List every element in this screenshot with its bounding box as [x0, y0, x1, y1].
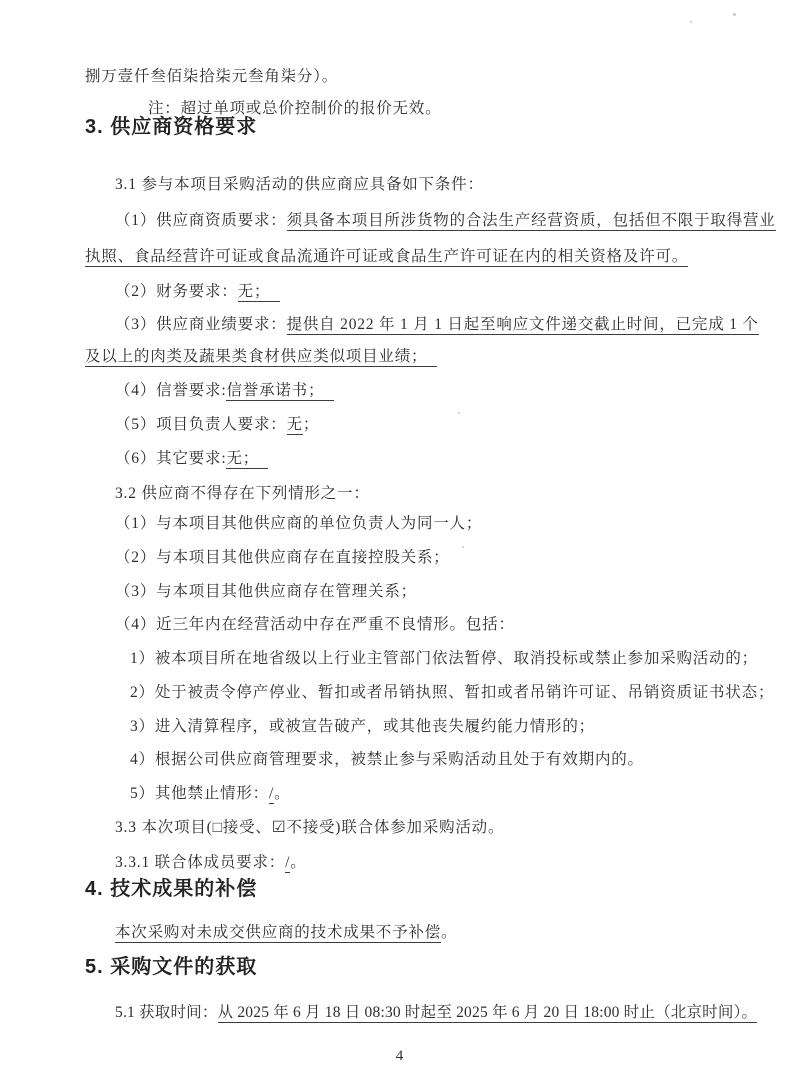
scan-speck	[462, 546, 464, 548]
sub-item-2-text: 2）处于被责令停产停业、暂扣或者吊销执照、暂扣或者吊销许可证、吊销资质证书状态；	[130, 684, 775, 701]
scan-speck	[458, 412, 460, 414]
clause-5-1-label: 5.1 获取时间：	[115, 1004, 218, 1021]
clause-3-2-item-4-sub-2	[130, 682, 774, 704]
section-4-heading	[85, 878, 257, 900]
clause-3-2-item-1	[115, 513, 482, 535]
section-5-heading	[85, 956, 257, 978]
item-4-label: （4）信誉要求:	[115, 382, 227, 399]
sub-item-5-suffix: 。	[274, 785, 291, 802]
section-3-heading	[85, 116, 257, 138]
clause-3-2-item-4-sub-4	[130, 749, 644, 771]
clause-3-2-item-4-sub-3	[130, 716, 595, 738]
note-text: 注：超过单项或总价控制价的报价无效。	[148, 100, 442, 117]
item-5-label: （5）项目负责人要求：	[115, 416, 287, 433]
clause-4-suffix: 。	[441, 924, 458, 941]
sub-item-1-text: 1）被本项目所在地省级以上行业主管部门依法暂停、取消投标或禁止参加采购活动的；	[130, 650, 758, 667]
item-1-underlined-value: 须具备本项目所涉货物的合法生产经营资质，包括但不限于取得营业	[286, 212, 776, 229]
clause-5-1-underlined-value: 从 2025 年 6 月 18 日 08:30 时起至 2025 年 6 月 20 日 18:00 时止（北京时间）。	[217, 1004, 758, 1021]
item-4-underlined-value: 信誉承诺书；	[226, 382, 334, 399]
clause-3-1-item-3	[115, 314, 759, 336]
sub-item-5-underlined-value: /	[268, 785, 275, 802]
item-3-label: （3）供应商业绩要求：	[115, 316, 287, 333]
clause-3-2-item-3	[115, 581, 417, 603]
clause-3-3-1-underlined-value: /	[285, 854, 291, 871]
accept-label: 接受、	[222, 819, 272, 836]
clause-3-1-item-4	[115, 380, 334, 402]
section-4-heading-text: 4. 技术成果的补偿	[85, 878, 258, 900]
clause-3-1-item-3-continuation	[85, 346, 437, 368]
clause-3-1	[115, 174, 484, 196]
clause-4-underlined-text: 本次采购对未成交供应商的技术成果不予补偿	[115, 924, 442, 941]
clause-3-3-1	[115, 852, 307, 874]
clause-5-1	[115, 1002, 757, 1024]
clause-3-1-item-2	[115, 281, 280, 303]
sub-item-5-label: 5）其他禁止情形：	[130, 785, 269, 802]
clause-3-2-item-3-text: （3）与本项目其他供应商存在管理关系；	[115, 583, 417, 600]
clause-3-2-item-2-text: （2）与本项目其他供应商存在直接控股关系；	[115, 549, 450, 566]
checkbox-unchecked-icon: □	[212, 819, 223, 836]
item-1-underlined-continuation: 执照、食品经营许可证或食品流通许可证或食品生产许可证在内的相关资格及许可。	[85, 248, 689, 265]
section-3-heading-text: 3. 供应商资格要求	[85, 116, 258, 138]
scan-speck	[690, 21, 692, 23]
clause-3-3-1-label: 3.3.1 联合体成员要求：	[115, 854, 286, 871]
clause-3-1-item-1-continuation	[85, 246, 688, 268]
item-5-suffix: ；	[302, 416, 320, 433]
not-accept-label: 不接受)联合体参加采购活动。	[286, 819, 505, 836]
item-5-underlined-value: 无	[286, 416, 303, 433]
clause-3-3-prefix: 3.3 本次项目(	[115, 819, 213, 836]
item-6-underlined-value: 无；	[226, 450, 269, 467]
sub-item-4-text: 4）根据公司供应商管理要求，被禁止参与采购活动且处于有效期内的。	[130, 751, 644, 768]
item-2-underlined-value: 无；	[237, 283, 280, 300]
item-3-underlined-continuation: 及以上的肉类及蔬果类食材供应类似项目业绩；	[85, 348, 437, 365]
clause-3-1-item-6	[115, 448, 268, 470]
item-1-label: （1）供应商资质要求：	[115, 212, 287, 229]
section-5-heading-text: 5. 采购文件的获取	[85, 956, 258, 978]
clause-3-2-item-4	[115, 614, 515, 636]
amount-in-words-line	[85, 66, 338, 88]
sub-item-3-text: 3）进入清算程序，或被宣告破产，或其他丧失履约能力情形的；	[130, 718, 595, 735]
clause-3-2-item-2	[115, 547, 450, 569]
amount-in-words-text: 捌万壹仟叁佰柒拾柒元叁角柒分）。	[85, 68, 339, 85]
clause-3-1-item-1	[115, 210, 776, 232]
clause-3-2-item-4-text: （4）近三年内在经营活动中存在严重不良情形。包括：	[115, 616, 515, 633]
clause-4-body	[115, 922, 457, 944]
item-3-underlined-value: 提供自 2022 年 1 月 1 日起至响应文件递交截止时间，已完成 1 个	[286, 316, 759, 333]
checkbox-checked-icon: ☑	[271, 819, 287, 836]
clause-3-2-item-4-sub-1	[130, 648, 758, 670]
clause-3-2-item-1-text: （1）与本项目其他供应商的单位负责人为同一人；	[115, 515, 483, 532]
page-number: 4	[395, 1048, 404, 1064]
scan-speck	[733, 13, 736, 16]
clause-3-2-text: 3.2 供应商不得存在下列情形之一：	[115, 485, 370, 502]
clause-3-1-text: 3.1 参与本项目采购活动的供应商应具备如下条件：	[115, 176, 484, 193]
clause-3-3-1-suffix: 。	[290, 854, 307, 871]
clause-3-1-item-5	[115, 414, 319, 436]
clause-3-2	[115, 483, 370, 505]
item-6-label: （6）其它要求:	[115, 450, 227, 467]
item-2-label: （2）财务要求：	[115, 283, 238, 300]
clause-3-2-item-4-sub-5	[130, 783, 290, 805]
clause-3-3	[115, 817, 504, 839]
